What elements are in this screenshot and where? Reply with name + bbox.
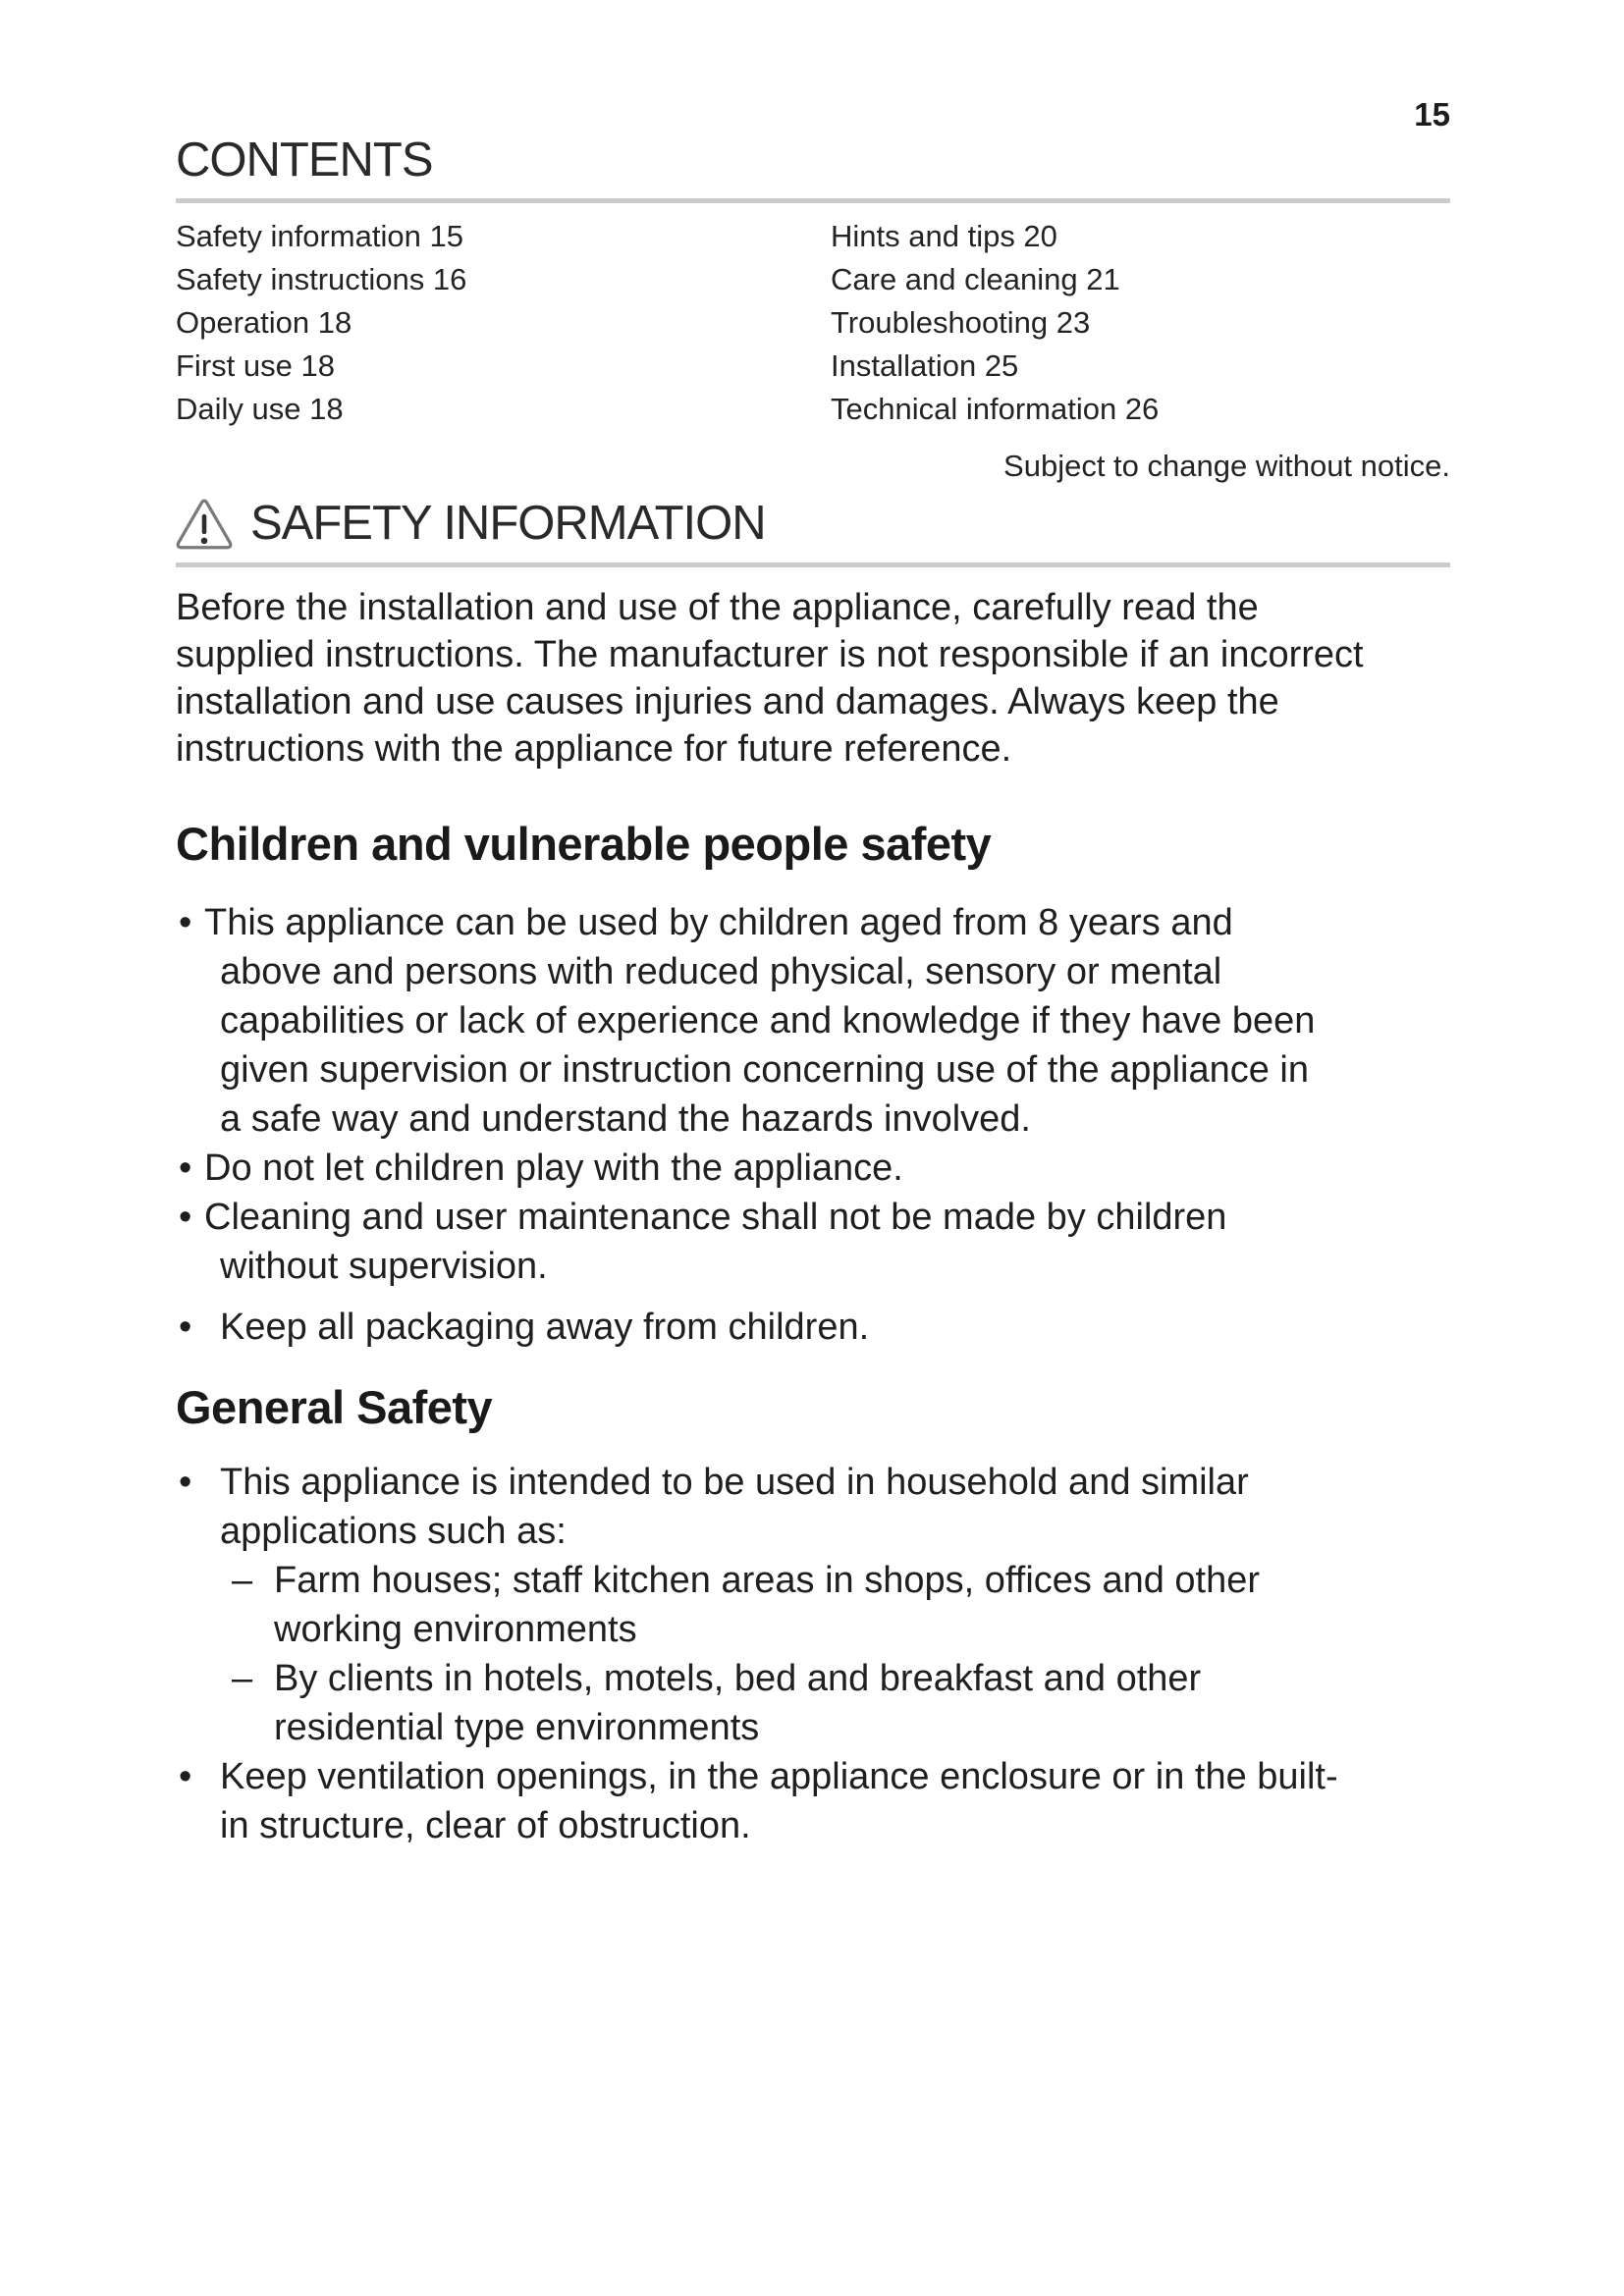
list-item-text: This appliance can be used by children aged from 8 years and above and persons with reduced physical, sensory or mental capabilities or lack of experience and knowledge if they have been given supervision or instruction concerning use of the appliance in a safe way and understand the hazards involved. xyxy=(204,901,1316,1140)
sub-list-item-text: Farm houses; staff kitchen areas in shops, offices and other working environments xyxy=(274,1559,1261,1650)
toc-column-left xyxy=(176,215,831,431)
safety-information-header xyxy=(176,498,1450,551)
dash-marker: – xyxy=(232,1559,253,1601)
dash-marker: – xyxy=(232,1657,253,1699)
contents-divider xyxy=(176,198,1450,203)
applications-sublist xyxy=(220,1556,1359,1752)
list-item-text: Keep ventilation openings, in the appliance enclosure or in the built-in structure, clear of obstruction. xyxy=(220,1755,1338,1846)
toc-item: Safety instructions 16 xyxy=(176,261,467,296)
toc-item: Safety information 15 xyxy=(176,218,463,253)
list-item-text: This appliance is intended to be used in household and similar applications such as: xyxy=(220,1461,1249,1552)
list-item xyxy=(176,1303,1334,1352)
toc-item: Troubleshooting 23 xyxy=(831,304,1091,340)
children-safety-heading: Children and vulnerable people safety xyxy=(176,817,992,870)
page-number: 15 xyxy=(1414,96,1450,133)
list-item xyxy=(176,1458,1359,1752)
list-item xyxy=(176,1752,1359,1850)
safety-information-title: SAFETY INFORMATION xyxy=(250,497,766,551)
toc-item: Installation 25 xyxy=(831,347,1019,383)
contents-title: CONTENTS xyxy=(176,133,433,187)
general-safety-list xyxy=(176,1458,1359,1850)
list-item xyxy=(176,898,1334,1144)
list-item-text: Keep all packaging away from children. xyxy=(220,1306,870,1348)
toc-item: Daily use 18 xyxy=(176,391,344,426)
toc-item: Care and cleaning 21 xyxy=(831,261,1120,296)
sub-list-item-text: By clients in hotels, motels, bed and breakfast and other residential type environments xyxy=(274,1657,1202,1748)
toc-item: Technical information 26 xyxy=(831,391,1160,426)
bullet-marker: • xyxy=(179,1755,192,1797)
toc-item: First use 18 xyxy=(176,347,335,383)
list-item xyxy=(176,1144,1334,1193)
safety-divider xyxy=(176,562,1450,567)
change-notice: Subject to change without notice. xyxy=(1003,448,1450,483)
list-item-text: Do not let children play with the appliance. xyxy=(204,1147,903,1189)
safety-intro-paragraph: Before the installation and use of the appliance, carefully read the supplied instructions. The manufacturer is not responsible if an incorrect installation and use causes injuries and damages. Always keep the instructions with the appliance for future reference. xyxy=(176,586,1364,770)
list-item-text: Cleaning and user maintenance shall not be made by children without supervision. xyxy=(204,1196,1227,1287)
bullet-marker: • xyxy=(179,1461,192,1503)
bullet-marker: • xyxy=(179,901,192,943)
toc-column-right xyxy=(831,215,1450,431)
sub-list-item xyxy=(220,1654,1359,1752)
toc-item: Operation 18 xyxy=(176,304,352,340)
table-of-contents xyxy=(176,215,1450,431)
bullet-marker: • xyxy=(179,1306,192,1348)
sub-list-item xyxy=(220,1556,1359,1654)
toc-item: Hints and tips 20 xyxy=(831,218,1057,253)
bullet-marker: • xyxy=(179,1147,192,1189)
children-safety-list xyxy=(176,898,1334,1352)
warning-triangle-icon xyxy=(176,498,233,551)
general-safety-heading: General Safety xyxy=(176,1380,493,1433)
list-item xyxy=(176,1193,1334,1291)
bullet-marker: • xyxy=(179,1196,192,1238)
